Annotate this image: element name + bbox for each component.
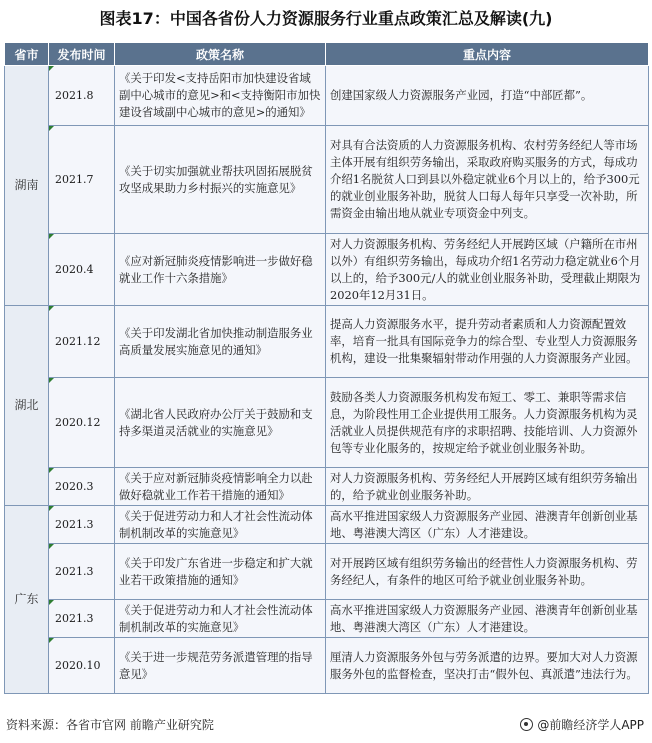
header-key-content: 重点内容 <box>326 43 649 66</box>
content-cell: 高水平推进国家级人力资源服务产业园、港澳青年创新创业基地、粤港澳大湾区（广东）人才港建设。 <box>326 506 649 544</box>
corner-marker-icon <box>49 638 54 643</box>
policy-name-cell: 《关于促进劳动力和人才社会性流动体制机制改革的实施意见》 <box>115 506 326 544</box>
table-row <box>5 468 649 506</box>
table-row <box>5 66 649 126</box>
header-province: 省市 <box>5 43 49 66</box>
table-row <box>5 378 649 468</box>
table-row <box>5 234 649 306</box>
table-row <box>5 638 649 694</box>
date-cell: 2020.4 <box>49 234 115 306</box>
policy-name-cell: 《关于印发<支持岳阳市加快建设省域副中心城市的意见>和<支持衡阳市加快建设省域副中心城市的意见>的通知》 <box>115 66 326 126</box>
policy-name-cell: 《关于切实加强就业帮扶巩固拓展脱贫攻坚成果助力乡村振兴的实施意见》 <box>115 126 326 234</box>
date-cell: 2020.10 <box>49 638 115 694</box>
corner-marker-icon <box>49 468 54 473</box>
content-cell: 对人力资源服务机构、劳务经纪人开展跨区域（户籍所在市州以外）有组织劳务输出，每成功介绍1名劳动力稳定就业6个月以上的，给予300元/人的就业创业服务补助，受理截止期限为2020年12月31日。 <box>326 234 649 306</box>
content-cell: 高水平推进国家级人力资源服务产业园、港澳青年创新创业基地、粤港澳大湾区（广东）人才港建设。 <box>326 600 649 638</box>
source-note: 资料来源：各省市官网 前瞻产业研究院 <box>6 718 214 732</box>
table-row <box>5 544 649 600</box>
province-cell: 广东 <box>5 506 49 694</box>
chart-title: 图表17：中国各省份人力资源服务行业重点政策汇总及解读(九) <box>99 9 553 28</box>
content-cell: 对开展跨区域有组织劳务输出的经营性人力资源服务机构、劳务经纪人，有条件的地区可给予就业创业服务补助。 <box>326 544 649 600</box>
date-cell: 2020.3 <box>49 468 115 506</box>
header-policy-name: 政策名称 <box>115 43 326 66</box>
policy-name-cell: 《关于进一步规范劳务派遣管理的指导意见》 <box>115 638 326 694</box>
header-date: 发布时间 <box>49 43 115 66</box>
brand-label: @前瞻经济学人APP <box>537 718 644 732</box>
content-cell: 厘清人力资源服务外包与劳务派遣的边界。要加大对人力资源服务外包的监督检查，坚决打击“假外包、真派遣”违法行为。 <box>326 638 649 694</box>
table-row <box>5 600 649 638</box>
corner-marker-icon <box>49 544 54 549</box>
qianzhan-logo-icon <box>520 718 533 731</box>
corner-marker-icon <box>49 306 54 311</box>
date-cell: 2021.12 <box>49 306 115 378</box>
policy-name-cell: 《关于促进劳动力和人才社会性流动体制机制改革的实施意见》 <box>115 600 326 638</box>
content-cell: 创建国家级人力资源服务产业园，打造“中部匠都”。 <box>326 66 649 126</box>
province-cell: 湖北 <box>5 306 49 506</box>
policy-name-cell: 《湖北省人民政府办公厅关于鼓励和支持多渠道灵活就业的实施意见》 <box>115 378 326 468</box>
content-cell: 鼓励各类人力资源服务机构发布短工、零工、兼职等需求信息，为阶段性用工企业提供用工服务。人力资源服务机构为灵活就业人员提供规范有序的求职招聘、技能培训、人力资源外包等专业化服务的，按规定给予就业创业服务补助。 <box>326 378 649 468</box>
content-cell: 对具有合法资质的人力资源服务机构、农村劳务经纪人等市场主体开展有组织劳务输出，采取政府购买服务的方式，每成功介绍1名脱贫人口到县以外稳定就业6个月以上的，给予300元的就业创业服务补助，脱贫人口每人每年只享受一次补助，所需资金由输出地从就业专项资金中列支。 <box>326 126 649 234</box>
date-cell: 2020.12 <box>49 378 115 468</box>
province-cell: 湖南 <box>5 66 49 306</box>
date-cell: 2021.3 <box>49 506 115 544</box>
content-cell: 对人力资源服务机构、劳务经纪人开展跨区域有组织劳务输出的，给予就业创业服务补助。 <box>326 468 649 506</box>
table-row <box>5 306 649 378</box>
policy-name-cell: 《应对新冠肺炎疫情影响进一步做好稳就业工作十六条措施》 <box>115 234 326 306</box>
date-cell: 2021.3 <box>49 600 115 638</box>
policy-name-cell: 《关于印发湖北省加快推动制造服务业高质量发展实施意见的通知》 <box>115 306 326 378</box>
table-row <box>5 126 649 234</box>
corner-marker-icon <box>49 234 54 239</box>
date-cell: 2021.7 <box>49 126 115 234</box>
policy-table <box>4 42 649 694</box>
date-cell: 2021.3 <box>49 544 115 600</box>
table-row <box>5 506 649 544</box>
content-cell: 提高人力资源服务水平，提升劳动者素质和人力资源配置效率，培育一批具有国际竞争力的综合型、专业型人力资源服务机构，建设一批集聚辐射带动作用强的人力资源服务产业园。 <box>326 306 649 378</box>
corner-marker-icon <box>49 126 54 131</box>
corner-marker-icon <box>49 506 54 511</box>
policy-name-cell: 《关于应对新冠肺炎疫情影响全力以赴做好稳就业工作若干措施的通知》 <box>115 468 326 506</box>
brand-credit <box>520 716 644 733</box>
corner-marker-icon <box>49 66 54 71</box>
policy-name-cell: 《关于印发广东省进一步稳定和扩大就业若干政策措施的通知》 <box>115 544 326 600</box>
table-header-row <box>5 43 649 66</box>
date-cell: 2021.8 <box>49 66 115 126</box>
corner-marker-icon <box>49 378 54 383</box>
corner-marker-icon <box>49 600 54 605</box>
